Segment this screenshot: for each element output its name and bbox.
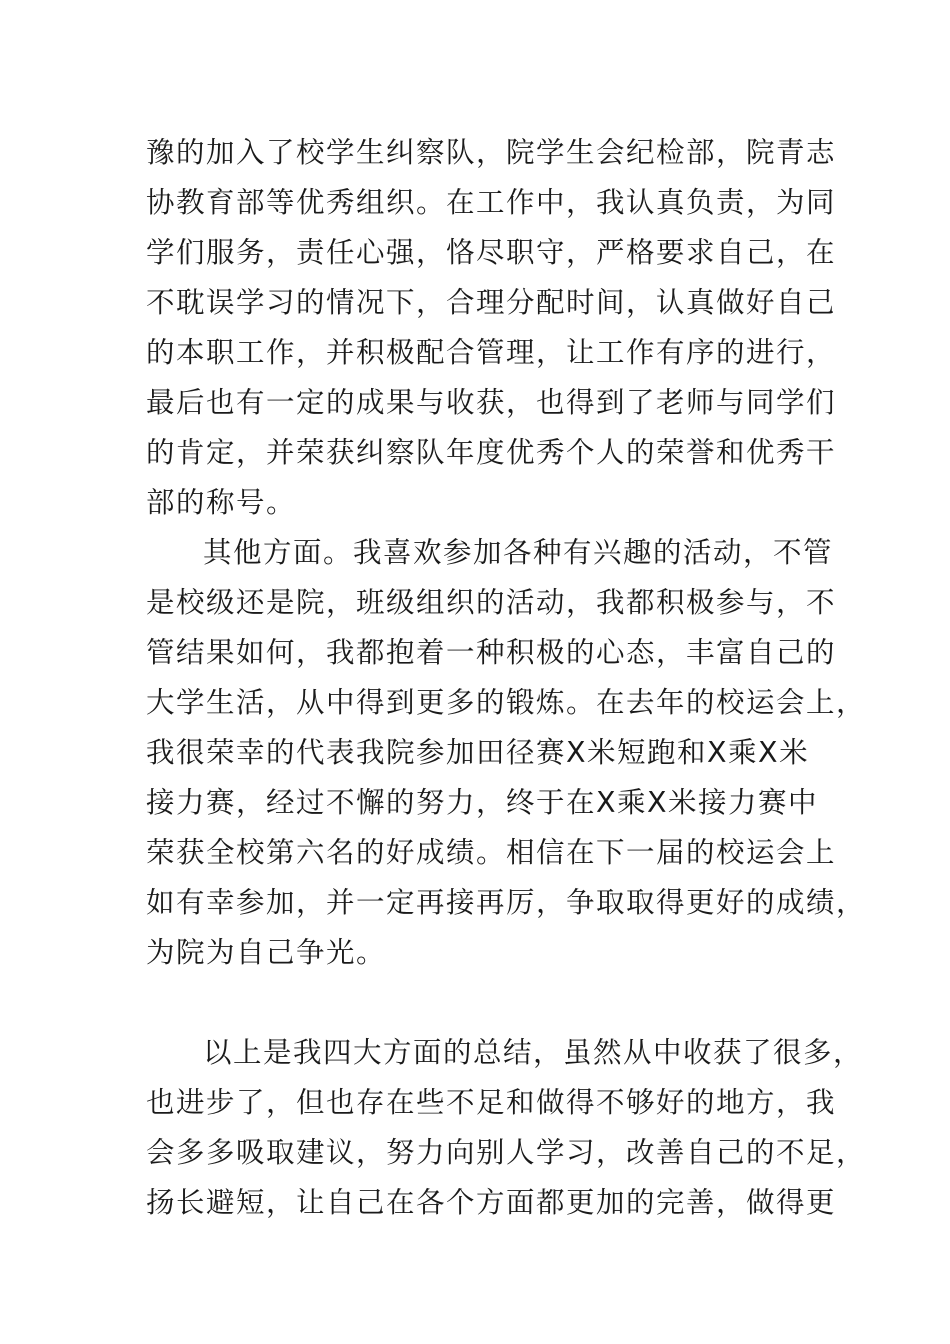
paragraph-summary — [146, 1028, 867, 1228]
text-line: 为院为自己争光。 — [146, 936, 387, 969]
text-line: 大学生活，从中得到更多的锻炼。在去年的校运会上， — [146, 686, 867, 719]
text-line-indented: 以上是我四大方面的总结，虽然从中收获了很多， — [203, 1036, 864, 1069]
text-line: 最后也有一定的成果与收获，也得到了老师与同学们 — [146, 386, 837, 419]
text-line: 的本职工作，并积极配合管理，让工作有序的进行， — [146, 336, 837, 369]
paragraph-other-aspects — [146, 528, 867, 978]
text-line: 的肯定，并荣获纠察队年度优秀个人的荣誉和优秀干 — [146, 436, 837, 469]
text-line: 部的称号。 — [146, 486, 297, 519]
text-line: 管结果如何，我都抱着一种积极的心态，丰富自己的 — [146, 636, 837, 669]
text-line: 豫的加入了校学生纠察队，院学生会纪检部，院青志 — [146, 136, 837, 169]
text-line: 协教育部等优秀组织。在工作中，我认真负责，为同 — [146, 186, 837, 219]
document-body — [146, 128, 867, 1228]
text-line: 荣获全校第六名的好成绩。相信在下一届的校运会上 — [146, 836, 837, 869]
text-line: 我很荣幸的代表我院参加田径赛X米短跑和X乘X米 — [146, 736, 810, 769]
text-line: 是校级还是院，班级组织的活动，我都积极参与，不 — [146, 586, 837, 619]
text-line-indented: 其他方面。我喜欢参加各种有兴趣的活动，不管 — [203, 536, 834, 569]
text-line: 不耽误学习的情况下，合理分配时间，认真做好自己 — [146, 286, 837, 319]
text-line: 如有幸参加，并一定再接再厉，争取取得更好的成绩， — [146, 886, 867, 919]
text-line: 学们服务，责任心强，恪尽职守，严格要求自己，在 — [146, 236, 837, 269]
text-line: 扬长避短，让自己在各个方面都更加的完善，做得更 — [146, 1186, 837, 1219]
text-line: 也进步了，但也存在些不足和做得不够好的地方，我 — [146, 1086, 837, 1119]
text-line: 会多多吸取建议，努力向别人学习，改善自己的不足， — [146, 1136, 867, 1169]
text-line: 接力赛，经过不懈的努力，终于在X乘X米接力赛中 — [146, 786, 819, 819]
paragraph-activities-organizations — [146, 128, 837, 528]
paragraph-spacer — [146, 978, 826, 1028]
